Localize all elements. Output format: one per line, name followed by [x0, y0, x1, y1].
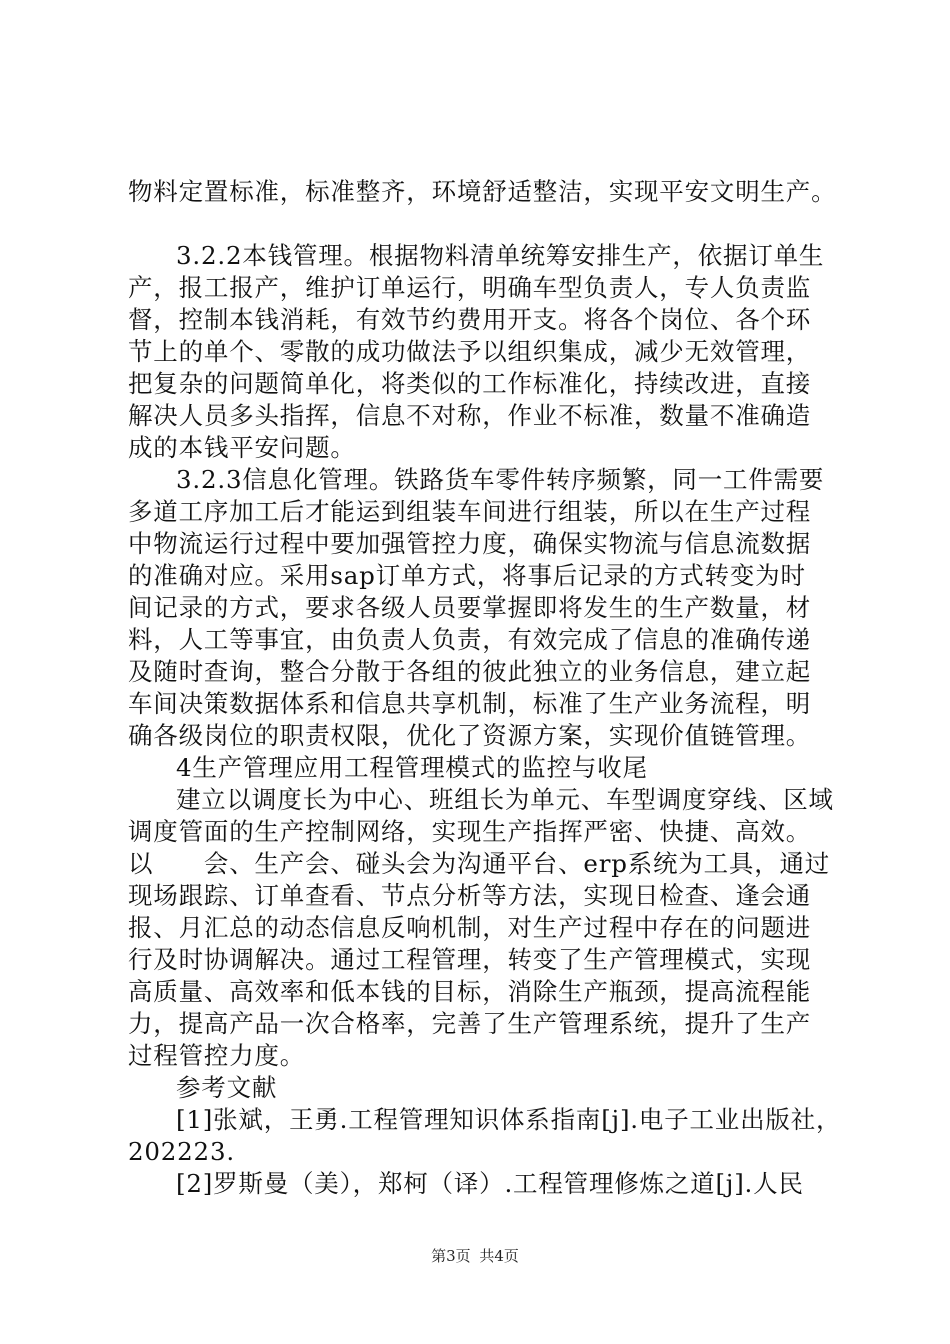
reference-item: [2]罗斯曼（美），郑柯（译）.工程管理修炼之道[j].人民 [176, 1169, 804, 1198]
paragraph-line: 督，控制本钱消耗，有效节约费用开支。将各个岗位、各个环 [128, 305, 812, 334]
section-heading: 4生产管理应用工程管理模式的监控与收尾 [176, 753, 648, 782]
references-heading: 参考文献 [176, 1073, 278, 1102]
paragraph-line: 产，报工报产，维护订单运行，明确车型负责人，专人负责监 [128, 273, 812, 302]
reference-item: [1]张斌，王勇.工程管理知识体系指南[j].电子工业出版社， [176, 1105, 842, 1134]
paragraph-line: 及随时查询，整合分散于各组的彼此独立的业务信息，建立起 [128, 657, 812, 686]
paragraph-line: 确各级岗位的职责权限，优化了资源方案，实现价值链管理。 [128, 721, 812, 750]
paragraph-line: 3.2.2本钱管理。根据物料清单统筹安排生产，依据订单生 [176, 241, 825, 270]
paragraph-line: 节上的单个、零散的成功做法予以组织集成，减少无效管理， [128, 337, 812, 366]
paragraph-line: 高质量、高效率和低本钱的目标，消除生产瓶颈，提高流程能 [128, 977, 812, 1006]
paragraph-line: 过程管控力度。 [128, 1041, 306, 1070]
paragraph-line: 中物流运行过程中要加强管控力度，确保实物流与信息流数据 [128, 529, 812, 558]
paragraph-line: 车间决策数据体系和信息共享机制，标准了生产业务流程，明 [128, 689, 812, 718]
page-number: 第3页 [431, 1247, 471, 1265]
reference-item-continued: 202223. [128, 1137, 235, 1166]
paragraph-line: 成的本钱平安问题。 [128, 433, 356, 462]
paragraph-line: 报、月汇总的动态信息反响机制，对生产过程中存在的问题进 [128, 913, 812, 942]
paragraph-line: 3.2.3信息化管理。铁路货车零件转序频繁，同一工件需要 [176, 465, 825, 494]
paragraph-line: 建立以调度长为中心、班组长为单元、车型调度穿线、区域 [176, 785, 834, 814]
paragraph-line: 调度管面的生产控制网络，实现生产指挥严密、快捷、高效。 [128, 817, 812, 846]
paragraph-line: 物料定置标准，标准整齐，环境舒适整洁，实现平安文明生产。 [128, 177, 837, 206]
paragraph-line: 以 会、生产会、碰头会为沟通平台、erp系统为工具，通过 [128, 849, 831, 878]
paragraph-line: 解决人员多头指挥，信息不对称，作业不标准，数量不准确造 [128, 401, 812, 430]
paragraph-line: 把复杂的问题简单化，将类似的工作标准化，持续改进，直接 [128, 369, 812, 398]
paragraph-line: 多道工序加工后才能运到组装车间进行组装，所以在生产过程 [128, 497, 812, 526]
paragraph-line: 力，提高产品一次合格率，完善了生产管理系统，提升了生产 [128, 1009, 812, 1038]
paragraph-line: 现场跟踪、订单查看、节点分析等方法，实现日检查、逢会通 [128, 881, 812, 910]
paragraph-line: 行及时协调解决。通过工程管理，转变了生产管理模式，实现 [128, 945, 812, 974]
page-footer [0, 1246, 950, 1266]
paragraph-line: 间记录的方式，要求各级人员要掌握即将发生的生产数量，材 [128, 593, 812, 622]
page-total: 共4页 [479, 1247, 519, 1265]
paragraph-line: 料，人工等事宜，由负责人负责，有效完成了信息的准确传递 [128, 625, 812, 654]
paragraph-line: 的准确对应。采用sap订单方式，将事后记录的方式转变为时 [128, 561, 806, 590]
